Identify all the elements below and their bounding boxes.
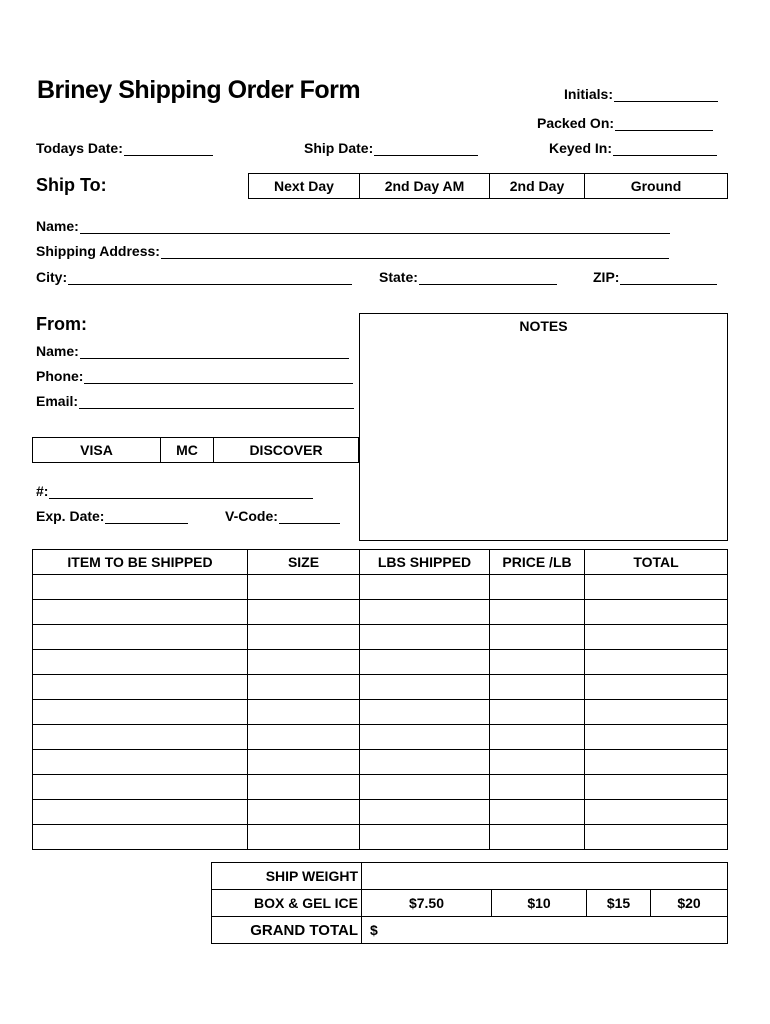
state-label: State:: [379, 269, 418, 285]
card-visa[interactable]: VISA: [33, 438, 161, 463]
ship-date-field[interactable]: [304, 140, 478, 156]
items-header-row: [33, 550, 728, 575]
table-cell[interactable]: [490, 775, 585, 800]
table-row: [33, 775, 728, 800]
keyed-in-field[interactable]: [549, 140, 717, 156]
city-line[interactable]: [68, 271, 352, 285]
box-price-15[interactable]: $15: [587, 890, 651, 917]
zip-field[interactable]: [593, 269, 717, 285]
initials-label: Initials:: [564, 86, 614, 102]
city-label: City:: [36, 269, 68, 285]
packed-on-field[interactable]: [537, 115, 713, 131]
table-cell[interactable]: [585, 625, 728, 650]
table-cell[interactable]: [33, 600, 248, 625]
option-2nd-day[interactable]: 2nd Day: [490, 174, 585, 199]
table-cell[interactable]: [585, 750, 728, 775]
table-cell[interactable]: [248, 725, 360, 750]
table-cell[interactable]: [490, 750, 585, 775]
card-type-table: [32, 437, 359, 463]
table-cell[interactable]: [585, 700, 728, 725]
table-cell[interactable]: [33, 750, 248, 775]
todays-date-field[interactable]: [36, 140, 213, 156]
table-cell[interactable]: [490, 675, 585, 700]
table-cell[interactable]: [490, 650, 585, 675]
option-next-day[interactable]: Next Day: [249, 174, 360, 199]
header-total: TOTAL: [585, 550, 728, 575]
table-cell[interactable]: [490, 725, 585, 750]
currency-symbol: $: [370, 922, 378, 938]
table-cell[interactable]: [248, 600, 360, 625]
table-cell[interactable]: [490, 625, 585, 650]
box-gel-ice-label: BOX & GEL ICE: [212, 890, 362, 917]
table-cell[interactable]: [585, 575, 728, 600]
table-cell[interactable]: [248, 625, 360, 650]
table-row: [33, 725, 728, 750]
table-cell[interactable]: [33, 725, 248, 750]
table-cell[interactable]: [490, 825, 585, 850]
shipping-method-table: [248, 173, 728, 199]
table-cell[interactable]: [585, 800, 728, 825]
card-discover[interactable]: DISCOVER: [214, 438, 359, 463]
ship-date-label: Ship Date:: [304, 140, 374, 156]
card-number-line[interactable]: [49, 485, 313, 499]
header-lbs-shipped: LBS SHIPPED: [360, 550, 490, 575]
table-cell[interactable]: [490, 800, 585, 825]
table-cell[interactable]: [33, 675, 248, 700]
table-cell[interactable]: [360, 625, 490, 650]
zip-line[interactable]: [620, 271, 717, 285]
table-cell[interactable]: [360, 825, 490, 850]
initials-field[interactable]: [564, 86, 718, 102]
shipping-address-line[interactable]: [161, 245, 669, 259]
table-cell[interactable]: [585, 775, 728, 800]
ship-weight-label: SHIP WEIGHT: [212, 863, 362, 890]
box-price-20[interactable]: $20: [651, 890, 728, 917]
phone-field[interactable]: [36, 368, 353, 384]
table-cell[interactable]: [585, 825, 728, 850]
table-cell[interactable]: [360, 575, 490, 600]
card-number-label: #:: [36, 483, 49, 499]
table-cell[interactable]: [33, 575, 248, 600]
ship-to-heading: Ship To:: [36, 175, 107, 195]
table-row: [33, 675, 728, 700]
table-row: [33, 700, 728, 725]
from-heading: From:: [36, 314, 87, 334]
table-cell[interactable]: [33, 700, 248, 725]
table-cell[interactable]: [360, 725, 490, 750]
box-price-7-50[interactable]: $7.50: [362, 890, 492, 917]
table-cell[interactable]: [360, 675, 490, 700]
table-row: [33, 625, 728, 650]
city-field[interactable]: [36, 269, 352, 285]
packed-on-label: Packed On:: [537, 115, 615, 131]
zip-label: ZIP:: [593, 269, 620, 285]
ship-weight-cell[interactable]: [362, 863, 728, 890]
state-field[interactable]: [379, 269, 557, 285]
table-row: [33, 825, 728, 850]
phone-line[interactable]: [84, 370, 353, 384]
from-name-line[interactable]: [80, 345, 349, 359]
email-label: Email:: [36, 393, 79, 409]
table-cell[interactable]: [248, 675, 360, 700]
table-cell[interactable]: [360, 750, 490, 775]
table-cell[interactable]: [585, 725, 728, 750]
table-cell[interactable]: [248, 575, 360, 600]
vcode-label: V-Code:: [225, 508, 278, 524]
table-cell[interactable]: [248, 750, 360, 775]
email-line[interactable]: [79, 395, 354, 409]
phone-label: Phone:: [36, 368, 84, 384]
table-cell[interactable]: [248, 800, 360, 825]
table-cell[interactable]: [248, 825, 360, 850]
table-cell[interactable]: [33, 625, 248, 650]
table-row: [33, 800, 728, 825]
exp-date-field[interactable]: [36, 508, 188, 524]
summary-table: [211, 862, 728, 944]
vcode-field[interactable]: [225, 508, 340, 524]
table-cell[interactable]: [360, 650, 490, 675]
from-name-field[interactable]: [36, 343, 349, 359]
shipping-address-label: Shipping Address:: [36, 243, 160, 259]
table-cell[interactable]: [248, 700, 360, 725]
page-title: Briney Shipping Order Form: [37, 76, 361, 104]
ship-to-name-label: Name:: [36, 218, 79, 234]
ship-to-name-line[interactable]: [80, 220, 670, 234]
table-cell[interactable]: [360, 600, 490, 625]
table-cell[interactable]: [360, 700, 490, 725]
table-row: [33, 600, 728, 625]
card-number-field[interactable]: [36, 483, 313, 499]
table-cell[interactable]: [33, 800, 248, 825]
ship-date-line[interactable]: [374, 142, 478, 156]
state-line[interactable]: [419, 271, 557, 285]
table-row: [33, 575, 728, 600]
keyed-in-label: Keyed In:: [549, 140, 613, 156]
exp-date-label: Exp. Date:: [36, 508, 105, 524]
card-mc[interactable]: MC: [161, 438, 214, 463]
header-price-lb: PRICE /LB: [490, 550, 585, 575]
from-name-label: Name:: [36, 343, 79, 359]
notes-box[interactable]: [359, 313, 728, 541]
grand-total-label: GRAND TOTAL: [212, 917, 362, 944]
table-cell[interactable]: [248, 775, 360, 800]
notes-heading: NOTES: [519, 318, 568, 334]
todays-date-line[interactable]: [124, 142, 213, 156]
table-cell[interactable]: [585, 600, 728, 625]
initials-line[interactable]: [614, 88, 718, 102]
packed-on-line[interactable]: [615, 117, 713, 131]
option-2nd-day-am[interactable]: 2nd Day AM: [360, 174, 490, 199]
table-cell[interactable]: [490, 700, 585, 725]
items-table: [32, 549, 728, 850]
exp-date-line[interactable]: [105, 510, 188, 524]
table-cell[interactable]: [360, 800, 490, 825]
grand-total-cell[interactable]: [362, 917, 728, 944]
table-cell[interactable]: [33, 650, 248, 675]
shipping-address-field[interactable]: [36, 243, 669, 259]
header-item: ITEM TO BE SHIPPED: [33, 550, 248, 575]
box-price-10[interactable]: $10: [492, 890, 587, 917]
todays-date-label: Todays Date:: [36, 140, 123, 156]
email-field[interactable]: [36, 393, 354, 409]
table-cell[interactable]: [585, 650, 728, 675]
table-cell[interactable]: [33, 825, 248, 850]
table-row: [33, 750, 728, 775]
option-ground[interactable]: Ground: [585, 174, 728, 199]
ship-to-name-field[interactable]: [36, 218, 670, 234]
keyed-in-line[interactable]: [613, 142, 717, 156]
table-cell[interactable]: [360, 775, 490, 800]
table-cell[interactable]: [585, 675, 728, 700]
table-cell[interactable]: [490, 600, 585, 625]
table-cell[interactable]: [490, 575, 585, 600]
vcode-line[interactable]: [279, 510, 340, 524]
table-row: [33, 650, 728, 675]
header-size: SIZE: [248, 550, 360, 575]
table-cell[interactable]: [33, 775, 248, 800]
table-cell[interactable]: [248, 650, 360, 675]
